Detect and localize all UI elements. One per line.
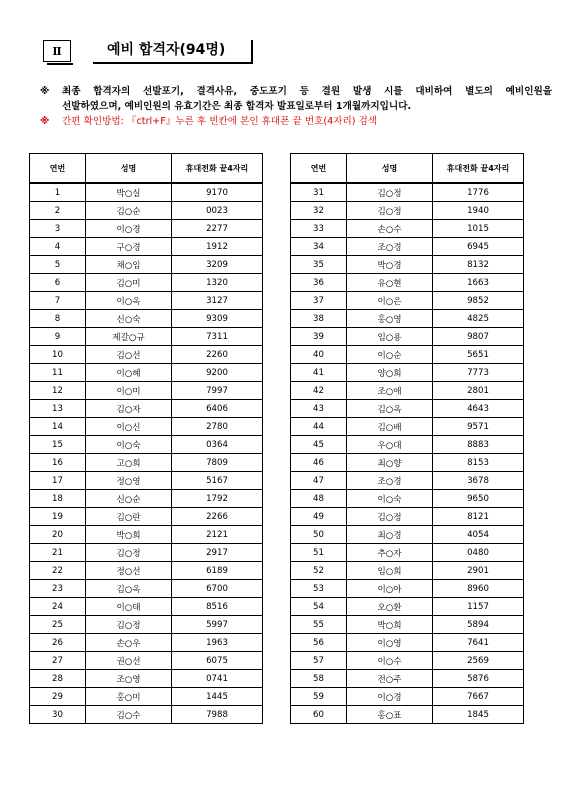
cell-name: 이○경 — [347, 688, 433, 706]
notice-mark: ※ — [40, 86, 50, 97]
table-row — [30, 472, 263, 490]
cell-no: 57 — [291, 652, 347, 670]
cell-phone: 5876 — [433, 670, 524, 688]
cell-name: 조○영 — [86, 670, 172, 688]
cell-no: 20 — [30, 526, 86, 544]
cell-phone: 2780 — [172, 418, 263, 436]
cell-phone: 7773 — [433, 364, 524, 382]
cell-no: 17 — [30, 472, 86, 490]
cell-name: 이○신 — [86, 418, 172, 436]
cell-phone: 9170 — [172, 183, 263, 202]
cell-no: 15 — [30, 436, 86, 454]
cell-name: 이○영 — [347, 634, 433, 652]
cell-no: 48 — [291, 490, 347, 508]
cell-phone: 3678 — [433, 472, 524, 490]
header-no: 연번 — [30, 154, 86, 184]
table-row — [30, 634, 263, 652]
table-row — [291, 400, 524, 418]
cell-name: 추○자 — [347, 544, 433, 562]
cell-phone: 7997 — [172, 382, 263, 400]
table-header-row — [291, 154, 524, 184]
table-row — [291, 598, 524, 616]
cell-no: 28 — [30, 670, 86, 688]
cell-no: 4 — [30, 238, 86, 256]
cell-phone: 1445 — [172, 688, 263, 706]
table-row — [291, 454, 524, 472]
cell-name: 조○경 — [347, 472, 433, 490]
notice-block — [40, 84, 552, 129]
cell-name: 김○란 — [86, 508, 172, 526]
cell-no: 1 — [30, 183, 86, 202]
cell-no: 23 — [30, 580, 86, 598]
table-row — [30, 364, 263, 382]
cell-phone: 2569 — [433, 652, 524, 670]
cell-name: 채○임 — [86, 256, 172, 274]
cell-name: 임○용 — [347, 328, 433, 346]
cell-name: 홍○영 — [347, 310, 433, 328]
cell-no: 27 — [30, 652, 86, 670]
cell-name: 이○태 — [86, 598, 172, 616]
cell-name: 이○미 — [86, 382, 172, 400]
table-row — [30, 616, 263, 634]
cell-no: 21 — [30, 544, 86, 562]
table-row — [30, 526, 263, 544]
cell-phone: 2277 — [172, 220, 263, 238]
cell-phone: 8960 — [433, 580, 524, 598]
cell-name: 이○은 — [347, 292, 433, 310]
cell-phone: 6189 — [172, 562, 263, 580]
table-row — [291, 418, 524, 436]
cell-phone: 8883 — [433, 436, 524, 454]
cell-phone: 1845 — [433, 706, 524, 724]
cell-phone: 1940 — [433, 202, 524, 220]
table-row — [30, 274, 263, 292]
notice-search-tip — [40, 114, 552, 129]
table-header-row — [30, 154, 263, 184]
cell-name: 조○경 — [347, 238, 433, 256]
table-row — [30, 436, 263, 454]
table-row — [30, 508, 263, 526]
cell-name: 최○경 — [347, 526, 433, 544]
table-row — [291, 508, 524, 526]
cell-no: 45 — [291, 436, 347, 454]
notice-text: 선발하였으며, 예비인원의 유효기간은 최종 합격자 발표일로부터 1개월까지입니다. — [62, 101, 412, 112]
cell-name: 정○선 — [86, 562, 172, 580]
cell-no: 44 — [291, 418, 347, 436]
cell-name: 이○순 — [347, 346, 433, 364]
cell-phone: 9650 — [433, 490, 524, 508]
table-row — [30, 706, 263, 724]
cell-no: 39 — [291, 328, 347, 346]
cell-no: 55 — [291, 616, 347, 634]
cell-phone: 7641 — [433, 634, 524, 652]
cell-no: 11 — [30, 364, 86, 382]
cell-no: 18 — [30, 490, 86, 508]
cell-no: 7 — [30, 292, 86, 310]
table-row — [30, 400, 263, 418]
table-row — [291, 490, 524, 508]
table-row — [30, 670, 263, 688]
cell-no: 3 — [30, 220, 86, 238]
cell-phone: 7311 — [172, 328, 263, 346]
table-row — [30, 580, 263, 598]
cell-name: 고○희 — [86, 454, 172, 472]
cell-phone: 1015 — [433, 220, 524, 238]
cell-no: 6 — [30, 274, 86, 292]
cell-no: 41 — [291, 364, 347, 382]
cell-name: 김○옥 — [86, 580, 172, 598]
table-row — [30, 292, 263, 310]
cell-phone: 6700 — [172, 580, 263, 598]
cell-no: 47 — [291, 472, 347, 490]
cell-name: 구○경 — [86, 238, 172, 256]
table-row — [291, 580, 524, 598]
table-row — [291, 346, 524, 364]
cell-no: 26 — [30, 634, 86, 652]
cell-name: 조○애 — [347, 382, 433, 400]
cell-no: 29 — [30, 688, 86, 706]
table-row — [291, 652, 524, 670]
cell-name: 이○수 — [347, 652, 433, 670]
section-number: Ⅱ — [43, 40, 71, 62]
cell-phone: 4825 — [433, 310, 524, 328]
cell-name: 권○선 — [86, 652, 172, 670]
cell-phone: 6945 — [433, 238, 524, 256]
cell-no: 36 — [291, 274, 347, 292]
reserve-list-right — [290, 153, 524, 724]
cell-name: 신○순 — [86, 490, 172, 508]
cell-no: 2 — [30, 202, 86, 220]
table-row — [291, 220, 524, 238]
cell-no: 34 — [291, 238, 347, 256]
cell-phone: 5997 — [172, 616, 263, 634]
cell-name: 김○선 — [86, 346, 172, 364]
cell-phone: 9807 — [433, 328, 524, 346]
cell-no: 19 — [30, 508, 86, 526]
cell-name: 박○희 — [347, 616, 433, 634]
table-row — [291, 238, 524, 256]
cell-no: 43 — [291, 400, 347, 418]
cell-phone: 1963 — [172, 634, 263, 652]
table-row — [30, 688, 263, 706]
notice-line-2 — [40, 99, 552, 114]
cell-phone: 7667 — [433, 688, 524, 706]
notice-text: 간편 확인방법: 『ctrl+F』누른 후 빈칸에 본인 휴대폰 끝 번호(4자리) 검색 — [62, 116, 378, 127]
table-row — [291, 634, 524, 652]
table-row — [30, 544, 263, 562]
cell-phone: 1776 — [433, 183, 524, 202]
cell-phone: 2121 — [172, 526, 263, 544]
table-row — [291, 562, 524, 580]
cell-name: 최○향 — [347, 454, 433, 472]
cell-name: 이○숙 — [347, 490, 433, 508]
table-row — [30, 346, 263, 364]
cell-name: 김○자 — [86, 400, 172, 418]
notice-line-1 — [40, 84, 552, 99]
cell-name: 제갈○규 — [86, 328, 172, 346]
table-row — [291, 544, 524, 562]
cell-name: 신○숙 — [86, 310, 172, 328]
cell-name: 임○희 — [347, 562, 433, 580]
cell-no: 37 — [291, 292, 347, 310]
table-row — [291, 256, 524, 274]
table-row — [291, 436, 524, 454]
cell-no: 22 — [30, 562, 86, 580]
table-row — [30, 256, 263, 274]
table-row — [291, 328, 524, 346]
cell-no: 32 — [291, 202, 347, 220]
table-row — [30, 220, 263, 238]
cell-name: 김○정 — [86, 616, 172, 634]
cell-name: 김○미 — [86, 274, 172, 292]
cell-no: 50 — [291, 526, 347, 544]
cell-phone: 0023 — [172, 202, 263, 220]
cell-no: 31 — [291, 183, 347, 202]
cell-phone: 5167 — [172, 472, 263, 490]
notice-text: 최종 합격자의 선발포기, 결격사유, 중도포기 등 결원 발생 시를 대비하여 별도의 예비인원을 — [62, 86, 552, 97]
cell-phone: 1912 — [172, 238, 263, 256]
cell-no: 10 — [30, 346, 86, 364]
cell-no: 54 — [291, 598, 347, 616]
table-row — [30, 454, 263, 472]
table-row — [30, 202, 263, 220]
cell-phone: 0741 — [172, 670, 263, 688]
cell-name: 김○옥 — [347, 400, 433, 418]
header-phone: 휴대전화 끝4자리 — [172, 154, 263, 184]
cell-no: 13 — [30, 400, 86, 418]
cell-no: 58 — [291, 670, 347, 688]
cell-phone: 2266 — [172, 508, 263, 526]
table-row — [291, 688, 524, 706]
cell-name: 이○숙 — [86, 436, 172, 454]
cell-phone: 5651 — [433, 346, 524, 364]
cell-name: 김○정 — [347, 508, 433, 526]
cell-name: 우○대 — [347, 436, 433, 454]
cell-phone: 1157 — [433, 598, 524, 616]
cell-name: 김○정 — [347, 202, 433, 220]
table-row — [30, 183, 263, 202]
cell-no: 16 — [30, 454, 86, 472]
cell-name: 유○현 — [347, 274, 433, 292]
table-row — [291, 670, 524, 688]
table-row — [30, 562, 263, 580]
table-row — [30, 652, 263, 670]
cell-no: 59 — [291, 688, 347, 706]
cell-phone: 8516 — [172, 598, 263, 616]
cell-name: 양○희 — [347, 364, 433, 382]
cell-phone: 2901 — [433, 562, 524, 580]
cell-phone: 7809 — [172, 454, 263, 472]
cell-no: 12 — [30, 382, 86, 400]
cell-phone: 5894 — [433, 616, 524, 634]
table-row — [291, 292, 524, 310]
cell-phone: 2917 — [172, 544, 263, 562]
table-row — [291, 364, 524, 382]
cell-name: 손○우 — [86, 634, 172, 652]
table-row — [30, 328, 263, 346]
cell-no: 24 — [30, 598, 86, 616]
cell-no: 25 — [30, 616, 86, 634]
cell-name: 홍○표 — [347, 706, 433, 724]
cell-phone: 2801 — [433, 382, 524, 400]
cell-name: 박○실 — [86, 183, 172, 202]
cell-no: 5 — [30, 256, 86, 274]
table-row — [30, 382, 263, 400]
cell-phone: 9309 — [172, 310, 263, 328]
table-row — [291, 274, 524, 292]
table-row — [291, 382, 524, 400]
cell-phone: 9852 — [433, 292, 524, 310]
cell-phone: 3209 — [172, 256, 263, 274]
table-row — [291, 706, 524, 724]
cell-name: 오○환 — [347, 598, 433, 616]
cell-no: 53 — [291, 580, 347, 598]
cell-phone: 6406 — [172, 400, 263, 418]
cell-name: 전○주 — [347, 670, 433, 688]
cell-no: 60 — [291, 706, 347, 724]
table-row — [291, 472, 524, 490]
table-row — [291, 526, 524, 544]
cell-no: 8 — [30, 310, 86, 328]
header-name: 성명 — [86, 154, 172, 184]
cell-no: 30 — [30, 706, 86, 724]
cell-phone: 4054 — [433, 526, 524, 544]
cell-no: 33 — [291, 220, 347, 238]
cell-name: 김○수 — [86, 706, 172, 724]
cell-phone: 1663 — [433, 274, 524, 292]
table-row — [291, 202, 524, 220]
cell-phone: 6075 — [172, 652, 263, 670]
cell-no: 49 — [291, 508, 347, 526]
cell-phone: 0364 — [172, 436, 263, 454]
cell-name: 이○경 — [86, 220, 172, 238]
table-row — [30, 490, 263, 508]
cell-phone: 3127 — [172, 292, 263, 310]
reserve-list-left — [29, 153, 263, 724]
cell-name: 박○희 — [86, 526, 172, 544]
cell-phone: 1792 — [172, 490, 263, 508]
cell-name: 김○정 — [86, 544, 172, 562]
cell-no: 46 — [291, 454, 347, 472]
cell-phone: 2260 — [172, 346, 263, 364]
cell-phone: 7988 — [172, 706, 263, 724]
cell-no: 56 — [291, 634, 347, 652]
cell-name: 이○아 — [347, 580, 433, 598]
cell-name: 손○수 — [347, 220, 433, 238]
section-title: 예비 합격자(94명) — [93, 40, 253, 64]
cell-phone: 8153 — [433, 454, 524, 472]
cell-name: 이○옥 — [86, 292, 172, 310]
table-row — [291, 183, 524, 202]
header-name: 성명 — [347, 154, 433, 184]
cell-phone: 8132 — [433, 256, 524, 274]
cell-name: 박○경 — [347, 256, 433, 274]
cell-name: 김○순 — [86, 202, 172, 220]
cell-no: 42 — [291, 382, 347, 400]
cell-no: 52 — [291, 562, 347, 580]
cell-name: 정○영 — [86, 472, 172, 490]
cell-no: 51 — [291, 544, 347, 562]
table-row — [291, 616, 524, 634]
header-no: 연번 — [291, 154, 347, 184]
table-row — [30, 238, 263, 256]
cell-no: 40 — [291, 346, 347, 364]
cell-name: 홍○미 — [86, 688, 172, 706]
cell-no: 14 — [30, 418, 86, 436]
table-row — [291, 310, 524, 328]
cell-phone: 9571 — [433, 418, 524, 436]
notice-mark: ※ — [40, 116, 50, 127]
table-row — [30, 418, 263, 436]
cell-name: 김○배 — [347, 418, 433, 436]
cell-name: 김○정 — [347, 183, 433, 202]
cell-phone: 8121 — [433, 508, 524, 526]
cell-no: 9 — [30, 328, 86, 346]
cell-name: 이○혜 — [86, 364, 172, 382]
table-row — [30, 310, 263, 328]
cell-no: 35 — [291, 256, 347, 274]
cell-no: 38 — [291, 310, 347, 328]
header-phone: 휴대전화 끝4자리 — [433, 154, 524, 184]
cell-phone: 0480 — [433, 544, 524, 562]
cell-phone: 4643 — [433, 400, 524, 418]
table-row — [30, 598, 263, 616]
cell-phone: 1320 — [172, 274, 263, 292]
cell-phone: 9200 — [172, 364, 263, 382]
